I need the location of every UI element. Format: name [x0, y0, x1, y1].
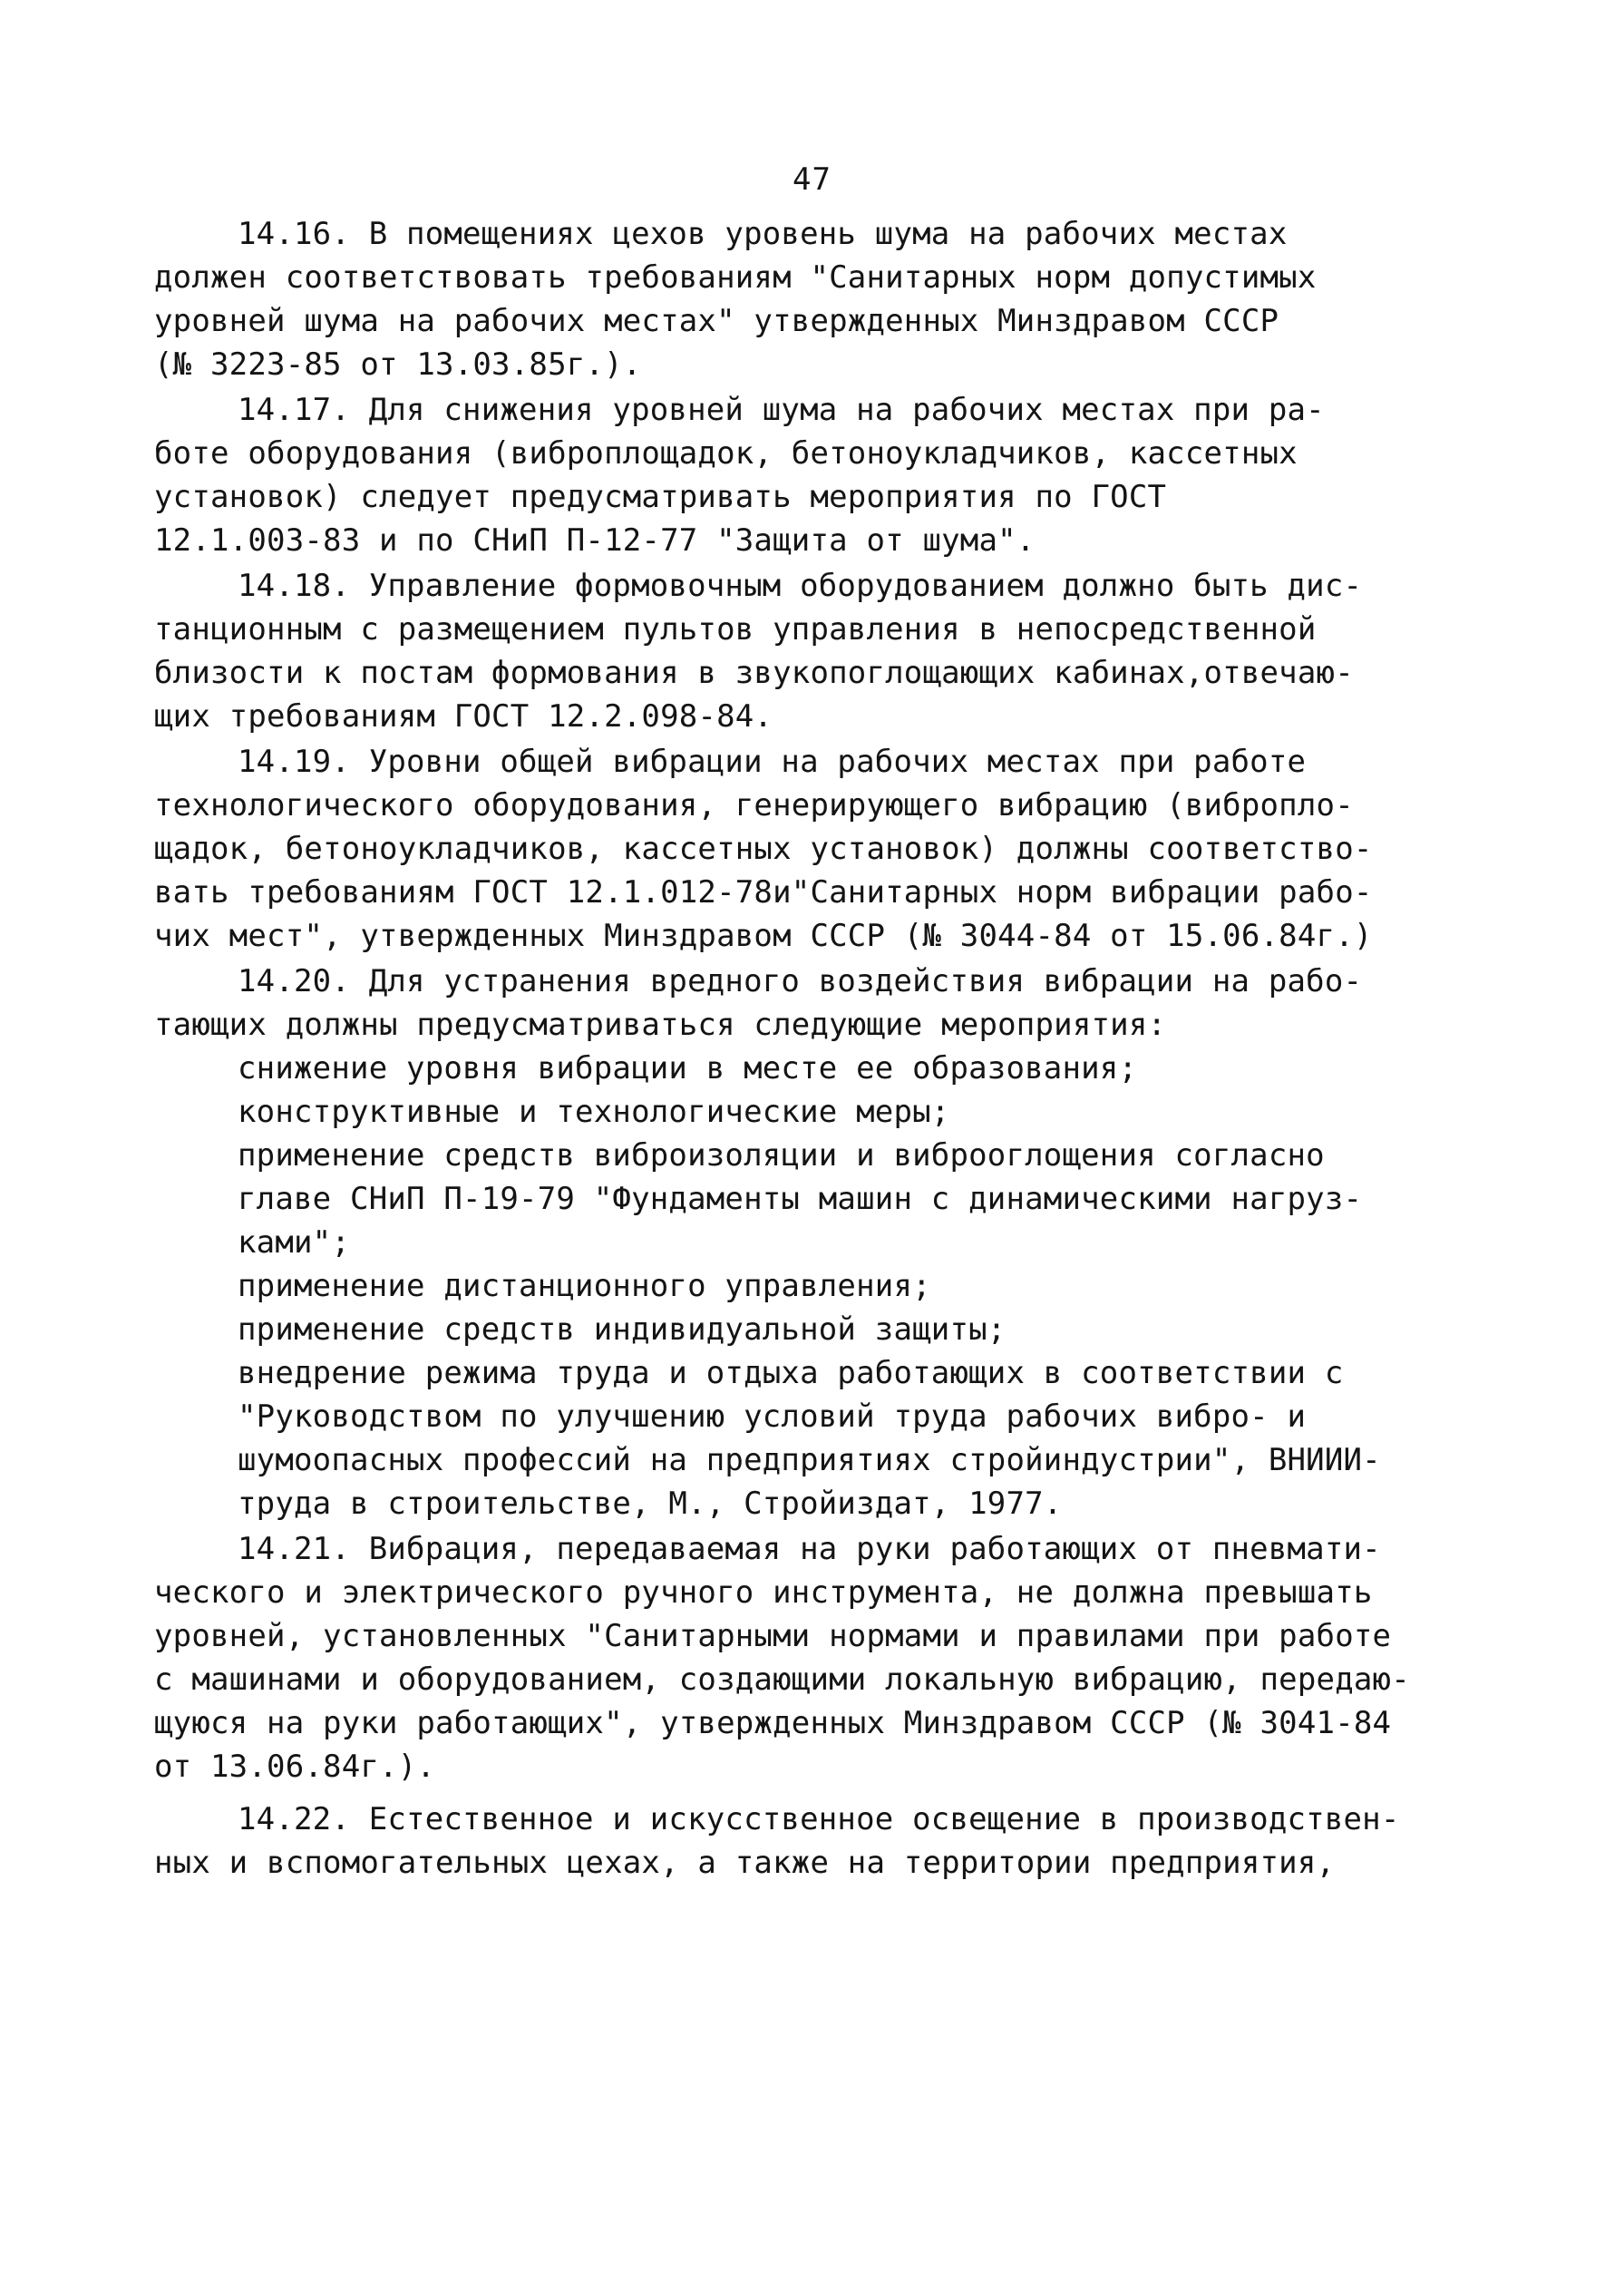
paragraph-line: танционным с размещением пультов управления в непосредственной — [154, 611, 1317, 648]
list-item: ками"; — [238, 1224, 351, 1261]
paragraph-line: технологического оборудования, генерирующего вибрацию (вибропло- — [154, 787, 1354, 823]
paragraph-line: 14.21. Вибрация, передаваемая на руки работающих от пневмати- — [238, 1531, 1381, 1567]
paragraph-line: щих требованиям ГОСТ 12.2.098-84. — [154, 698, 773, 735]
list-item: применение средств индивидуальной защиты; — [238, 1311, 1006, 1348]
paragraph-line: тающих должны предусматриваться следующие мероприятия: — [154, 1007, 1167, 1043]
paragraph-line: 14.17. Для снижения уровней шума на рабочих местах при ра- — [238, 392, 1325, 428]
paragraph-line: 14.19. Уровни общей вибрации на рабочих местах при работе — [238, 744, 1307, 780]
list-item: снижение уровня вибрации в месте ее образования; — [238, 1050, 1138, 1086]
list-item: "Руководством по улучшению условий труда рабочих вибро- и — [238, 1398, 1307, 1435]
list-item: применение дистанционного управления; — [238, 1268, 931, 1304]
page-number: 47 — [793, 161, 831, 198]
paragraph-line: 14.18. Управление формовочным оборудованием должно быть дис- — [238, 568, 1363, 604]
paragraph-line: щадок, бетоноукладчиков, кассетных установок) должны соответство- — [154, 831, 1373, 867]
paragraph-line: чих мест", утвержденных Минздравом СССР (№ 3044-84 от 15.06.84г.) — [154, 918, 1373, 954]
paragraph-line: ных и вспомогательных цехах, а также на территории предприятия, — [154, 1845, 1336, 1881]
paragraph-line: установок) следует предусматривать мероприятия по ГОСТ — [154, 479, 1167, 515]
paragraph-line: вать требованиям ГОСТ 12.1.012-78и"Санитарных норм вибрации рабо- — [154, 874, 1373, 911]
paragraph-line: 14.16. В помещениях цехов уровень шума на рабочих местах — [238, 216, 1288, 252]
paragraph-line: близости к постам формования в звукопоглощающих кабинах,отвечаю- — [154, 655, 1354, 691]
paragraph-line: 14.20. Для устранения вредного воздействия вибрации на рабо- — [238, 963, 1363, 999]
list-item: главе СНиП П-19-79 "Фундаменты машин с динамическими нагруз- — [238, 1181, 1363, 1217]
list-item: внедрение режима труда и отдыха работающих в соответствии с — [238, 1355, 1344, 1391]
paragraph-line: боте оборудования (виброплощадок, бетоноукладчиков, кассетных — [154, 435, 1298, 472]
paragraph-line: должен соответствовать требованиям "Санитарных норм допустимых — [154, 259, 1317, 296]
document-body — [154, 212, 1410, 1885]
list-item: труда в строительстве, М., Стройиздат, 1977. — [238, 1486, 1063, 1522]
paragraph-line: с машинами и оборудованием, создающими локальную вибрацию, передаю- — [154, 1661, 1410, 1698]
list-item: конструктивные и технологические меры; — [238, 1094, 950, 1130]
paragraph-line: щуюся на руки работающих", утвержденных Минздравом СССР (№ 3041-84 — [154, 1705, 1392, 1741]
paragraph-line: 12.1.003-83 и по СНиП П-12-77 "Защита от шума". — [154, 522, 1036, 559]
list-item: шумоопасных профессий на предприятиях стройиндустрии", ВНИИИ- — [238, 1442, 1381, 1478]
paragraph-line: (№ 3223-85 от 13.03.85г.). — [154, 346, 642, 383]
paragraph-line: уровней шума на рабочих местах" утвержденных Минздравом СССР — [154, 303, 1279, 339]
paragraph-line: 14.22. Естественное и искусственное освещение в производствен- — [238, 1801, 1400, 1837]
paragraph-line: от 13.06.84г.). — [154, 1749, 436, 1785]
paragraph-line: ческого и электрического ручного инструмента, не должна превышать — [154, 1574, 1373, 1611]
list-item: применение средств виброизоляции и виброоглощения согласно — [238, 1137, 1325, 1174]
paragraph-line: уровней, установленных "Санитарными нормами и правилами при работе — [154, 1618, 1392, 1654]
